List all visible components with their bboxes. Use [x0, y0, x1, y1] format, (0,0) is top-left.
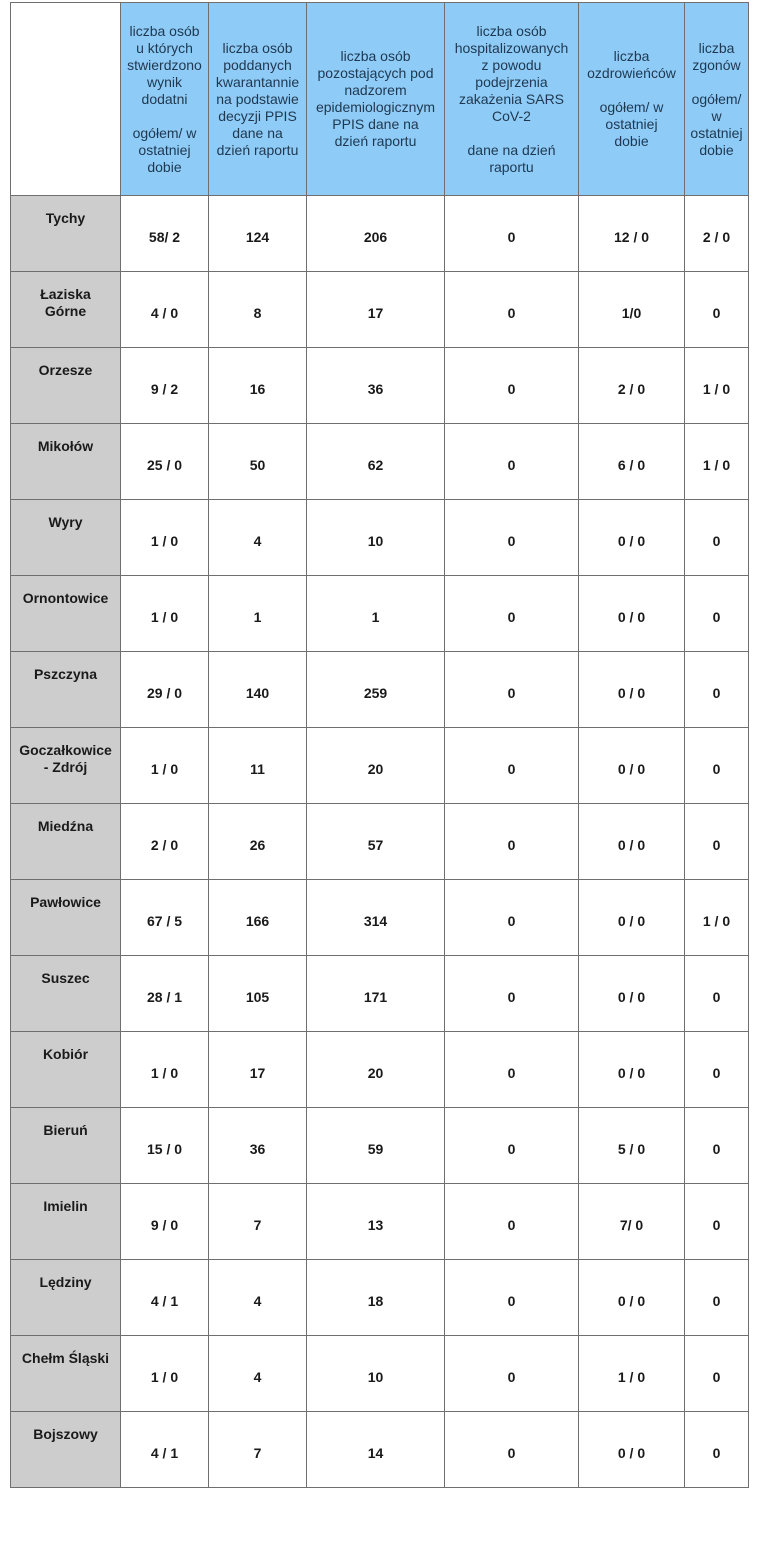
table-cell-col-1: 25 / 0: [121, 424, 209, 500]
city-name: Pszczyna: [33, 666, 98, 682]
table-cell-col-6: 0: [685, 652, 749, 728]
table-cell-col-6: 2 / 0: [685, 196, 749, 272]
table-cell-col-1: 1 / 0: [121, 576, 209, 652]
table-body: [11, 196, 749, 1488]
city-name: Bojszowy: [33, 1426, 98, 1442]
table-row: [11, 728, 749, 804]
table-cell-col-5: 0 / 0: [579, 1260, 685, 1336]
table-cell-col-2: 166: [209, 880, 307, 956]
city-name: Miedźna: [37, 818, 94, 834]
table-cell-col-3: 18: [307, 1260, 445, 1336]
row-label-city: [11, 1108, 121, 1184]
header-row: [11, 3, 749, 196]
table-cell-col-3: 14: [307, 1412, 445, 1488]
table-row: [11, 272, 749, 348]
table-cell-col-3: 10: [307, 500, 445, 576]
city-name: Orzesze: [38, 362, 93, 378]
table-cell-col-5: 5 / 0: [579, 1108, 685, 1184]
row-label-city: [11, 1336, 121, 1412]
city-name: Ornontowice: [22, 590, 109, 606]
row-label-city: [11, 1412, 121, 1488]
table-cell-col-6: 0: [685, 1412, 749, 1488]
city-name: Chełm Śląski: [21, 1350, 110, 1366]
table-row: [11, 1032, 749, 1108]
table-cell-col-1: 67 / 5: [121, 880, 209, 956]
table-cell-col-6: 0: [685, 576, 749, 652]
city-name: Pawłowice: [30, 894, 101, 910]
table-cell-col-4: 0: [445, 576, 579, 652]
city-name: Lędziny: [39, 1274, 92, 1290]
row-label-city: [11, 1184, 121, 1260]
city-name: Łaziska Górne: [40, 286, 91, 319]
table-cell-col-1: 1 / 0: [121, 728, 209, 804]
table-row: [11, 500, 749, 576]
city-name: Tychy: [45, 210, 86, 226]
table-row: [11, 804, 749, 880]
table-cell-col-1: 58/ 2: [121, 196, 209, 272]
covid-statistics-table: [10, 2, 749, 1488]
column-header-title: liczba osób hospitalizowanych z powodu podejrzenia zakażenia SARS CoV-2: [454, 22, 569, 124]
table-cell-col-3: 62: [307, 424, 445, 500]
table-cell-col-5: 1 / 0: [579, 1336, 685, 1412]
table-cell-col-2: 17: [209, 1032, 307, 1108]
table-cell-col-5: 0 / 0: [579, 1032, 685, 1108]
column-header-6: [685, 3, 749, 196]
table-cell-col-6: 0: [685, 1184, 749, 1260]
row-label-city: [11, 956, 121, 1032]
table-cell-col-3: 17: [307, 272, 445, 348]
table-cell-col-2: 4: [209, 1260, 307, 1336]
table-row: [11, 956, 749, 1032]
table-cell-col-4: 0: [445, 1108, 579, 1184]
row-label-city: [11, 728, 121, 804]
table-cell-col-6: 0: [685, 956, 749, 1032]
table-cell-col-3: 171: [307, 956, 445, 1032]
table-cell-col-5: 0 / 0: [579, 728, 685, 804]
table-cell-col-5: 1/0: [579, 272, 685, 348]
table-cell-col-1: 28 / 1: [121, 956, 209, 1032]
table-cell-col-4: 0: [445, 348, 579, 424]
table-cell-col-3: 1: [307, 576, 445, 652]
table-cell-col-1: 4 / 0: [121, 272, 209, 348]
table-cell-col-2: 50: [209, 424, 307, 500]
column-header-title: liczba osób u których stwierdzono wynik dodatni: [127, 22, 202, 107]
table-cell-col-5: 0 / 0: [579, 880, 685, 956]
table-cell-col-6: 0: [685, 500, 749, 576]
table-cell-col-6: 0: [685, 804, 749, 880]
table-cell-col-3: 36: [307, 348, 445, 424]
table-cell-col-5: 12 / 0: [579, 196, 685, 272]
table-cell-col-2: 7: [209, 1412, 307, 1488]
city-name: Kobiór: [42, 1046, 89, 1062]
table-cell-col-6: 1 / 0: [685, 880, 749, 956]
table-cell-col-3: 13: [307, 1184, 445, 1260]
row-label-city: [11, 424, 121, 500]
city-name: Imielin: [43, 1198, 88, 1214]
table-cell-col-2: 11: [209, 728, 307, 804]
table-cell-col-2: 1: [209, 576, 307, 652]
table-cell-col-5: 0 / 0: [579, 576, 685, 652]
table-row: [11, 576, 749, 652]
column-header-title: liczba osób pozostających pod nadzorem epidemiologicznym PPIS dane na dzień raportu: [315, 48, 436, 149]
table-cell-col-1: 1 / 0: [121, 500, 209, 576]
table-cell-col-5: 0 / 0: [579, 804, 685, 880]
row-label-city: [11, 880, 121, 956]
table-row: [11, 880, 749, 956]
column-header-5: [579, 3, 685, 196]
table-cell-col-6: 1 / 0: [685, 424, 749, 500]
table-cell-col-6: 0: [685, 1032, 749, 1108]
table-cell-col-2: 4: [209, 1336, 307, 1412]
column-header-1: [121, 3, 209, 196]
table-cell-col-4: 0: [445, 1260, 579, 1336]
table-row: [11, 348, 749, 424]
table-cell-col-6: 0: [685, 1336, 749, 1412]
table-cell-col-6: 0: [685, 728, 749, 804]
table-cell-col-2: 124: [209, 196, 307, 272]
table-cell-col-5: 7/ 0: [579, 1184, 685, 1260]
table-cell-col-2: 26: [209, 804, 307, 880]
table-cell-col-1: 4 / 1: [121, 1260, 209, 1336]
table-cell-col-2: 140: [209, 652, 307, 728]
table-cell-col-5: 0 / 0: [579, 500, 685, 576]
table-cell-col-4: 0: [445, 1412, 579, 1488]
table-row: [11, 1412, 749, 1488]
table-cell-col-4: 0: [445, 272, 579, 348]
city-name: Mikołów: [37, 438, 94, 454]
table-cell-col-4: 0: [445, 196, 579, 272]
column-header-subtitle: ogółem/ w ostatniej dobie: [690, 90, 743, 158]
table-row: [11, 1108, 749, 1184]
column-header-title: liczba ozdrowieńców: [587, 48, 676, 81]
table-cell-col-3: 10: [307, 1336, 445, 1412]
column-header-title: liczba zgonów: [692, 39, 741, 73]
table-cell-col-3: 20: [307, 728, 445, 804]
city-name: Wyry: [48, 514, 83, 530]
table-cell-col-4: 0: [445, 652, 579, 728]
row-label-city: [11, 196, 121, 272]
table-row: [11, 1184, 749, 1260]
city-name: Suszec: [41, 970, 90, 986]
row-label-city: [11, 576, 121, 652]
table-cell-col-1: 4 / 1: [121, 1412, 209, 1488]
table-cell-col-6: 0: [685, 272, 749, 348]
row-label-city: [11, 272, 121, 348]
table-row: [11, 1260, 749, 1336]
table-cell-col-2: 4: [209, 500, 307, 576]
column-header-subtitle: ogółem/ w ostatniej dobie: [132, 124, 197, 175]
row-label-city: [11, 1032, 121, 1108]
city-name: Bieruń: [43, 1122, 88, 1138]
table-row: [11, 652, 749, 728]
table-cell-col-4: 0: [445, 500, 579, 576]
row-label-city: [11, 804, 121, 880]
table-cell-col-1: 1 / 0: [121, 1032, 209, 1108]
table-cell-col-3: 259: [307, 652, 445, 728]
column-header-title: liczba osób poddanych kwarantannie na podstawie decyzji PPIS dane na dzień raportu: [215, 39, 300, 158]
table-cell-col-4: 0: [445, 880, 579, 956]
table-cell-col-5: 0 / 0: [579, 956, 685, 1032]
table-cell-col-6: 0: [685, 1260, 749, 1336]
table-cell-col-1: 15 / 0: [121, 1108, 209, 1184]
table-row: [11, 196, 749, 272]
table-cell-col-5: 0 / 0: [579, 1412, 685, 1488]
table-cell-col-2: 16: [209, 348, 307, 424]
header-corner-cell: [11, 3, 121, 196]
table-cell-col-4: 0: [445, 1336, 579, 1412]
table-cell-col-1: 2 / 0: [121, 804, 209, 880]
table-cell-col-3: 59: [307, 1108, 445, 1184]
table-cell-col-2: 7: [209, 1184, 307, 1260]
row-label-city: [11, 500, 121, 576]
column-header-subtitle: dane na dzień raportu: [467, 141, 556, 175]
table-cell-col-2: 105: [209, 956, 307, 1032]
table-cell-col-4: 0: [445, 1032, 579, 1108]
city-name: Goczałkowice - Zdrój: [19, 742, 112, 775]
table-cell-col-4: 0: [445, 804, 579, 880]
table-cell-col-5: 6 / 0: [579, 424, 685, 500]
table-row: [11, 1336, 749, 1412]
table-cell-col-2: 36: [209, 1108, 307, 1184]
table-cell-col-3: 314: [307, 880, 445, 956]
table-cell-col-1: 29 / 0: [121, 652, 209, 728]
table-cell-col-3: 20: [307, 1032, 445, 1108]
table-cell-col-1: 9 / 2: [121, 348, 209, 424]
table-cell-col-1: 9 / 0: [121, 1184, 209, 1260]
column-header-subtitle: ogółem/ w ostatniej dobie: [599, 99, 664, 149]
table-cell-col-4: 0: [445, 424, 579, 500]
row-label-city: [11, 652, 121, 728]
table-cell-col-4: 0: [445, 728, 579, 804]
table-cell-col-3: 206: [307, 196, 445, 272]
table-row: [11, 424, 749, 500]
table-cell-col-6: 0: [685, 1108, 749, 1184]
column-header-4: [445, 3, 579, 196]
table-cell-col-2: 8: [209, 272, 307, 348]
table-cell-col-3: 57: [307, 804, 445, 880]
row-label-city: [11, 348, 121, 424]
table-cell-col-4: 0: [445, 1184, 579, 1260]
table-cell-col-5: 2 / 0: [579, 348, 685, 424]
table-cell-col-5: 0 / 0: [579, 652, 685, 728]
table-cell-col-6: 1 / 0: [685, 348, 749, 424]
column-header-3: [307, 3, 445, 196]
row-label-city: [11, 1260, 121, 1336]
table-cell-col-4: 0: [445, 956, 579, 1032]
column-header-2: [209, 3, 307, 196]
table-cell-col-1: 1 / 0: [121, 1336, 209, 1412]
